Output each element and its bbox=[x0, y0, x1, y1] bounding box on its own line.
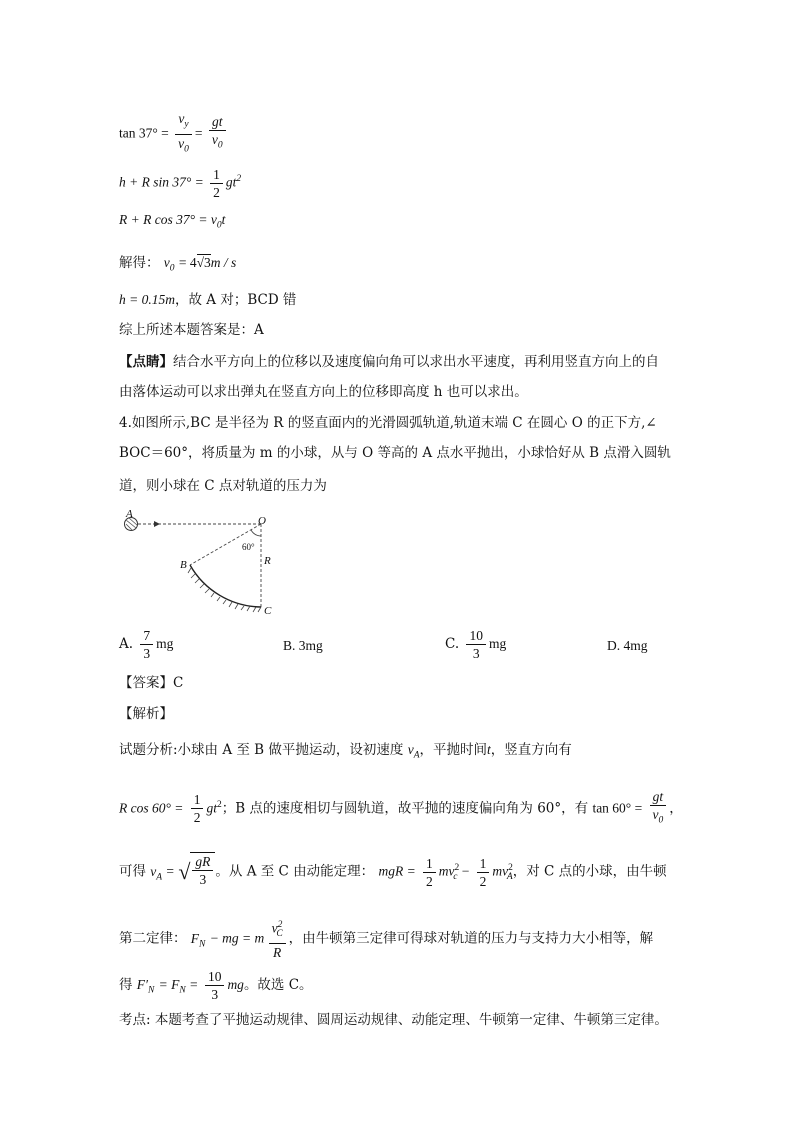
arrow-head bbox=[154, 521, 160, 527]
tip-line-2: 由落体运动可以求出弹丸在竖直方向上的位移即高度 h 也可以求出。 bbox=[119, 384, 528, 400]
option-b: B. 3mg bbox=[283, 638, 323, 653]
angle-arc bbox=[251, 530, 261, 536]
circular-track-diagram bbox=[118, 506, 288, 618]
analysis-paragraph-4: 第二定律： $F_N$ − mg = m $\frac{v^2_C}{R}$ ，由牛顿第三定律可得球对轨道的压力与支持力大小相等，解 bbox=[119, 917, 653, 961]
label-a: A bbox=[126, 508, 133, 520]
fraction-half: $\frac{1}{2}$ bbox=[210, 166, 223, 201]
fraction-gt-v0: $\frac{gt}{v_0}$ bbox=[209, 113, 226, 155]
label-angle: 60° bbox=[242, 542, 255, 552]
kaodian-note: 考点: 本题考查了平抛运动规律、圆周运动规律、动能定理、牛顿第一定律、牛顿第三定律。 bbox=[119, 1012, 668, 1028]
tip-paragraph: 【点睛】结合水平方向上的位移以及速度偏向角可以求出水平速度，再利用竖直方向上的自 bbox=[119, 354, 659, 370]
equation-tan37: tan 37° = $\frac{v_y}{v_0}$ = $\frac{gt}{v_0}$ bbox=[119, 110, 229, 158]
option-a-fraction: $\frac{7}{3}$ bbox=[140, 627, 153, 662]
eq-tan-lhs: tan 37° = bbox=[119, 125, 169, 141]
solution-h: h = 0.15m，故 A 对；BCD 错 bbox=[119, 292, 297, 308]
question-4-line-2: BOC＝60°，将质量为 m 的小球，从与 O 等高的 A 点水平抛出，小球恰好从 B 点滑入圆轨 bbox=[119, 445, 671, 461]
fraction-half-2: $\frac{1}{2}$ bbox=[191, 791, 204, 826]
option-c: C. $\frac{10}{3}$ mg bbox=[445, 628, 507, 661]
equation-height: h + R sin 37° = $\frac{1}{2}$ $gt^2$ bbox=[119, 167, 242, 200]
answer-label: 【答案】C bbox=[119, 675, 184, 691]
solution-v0: 解得： $v_0 = 4√3m / s$ bbox=[119, 255, 237, 274]
fraction-10-3: $\frac{10}{3}$ bbox=[205, 968, 225, 1003]
sqrt-gr-3: √ $\frac{gR}{3}$ bbox=[178, 852, 215, 892]
analysis-paragraph-5: 得 $F'_N = F_N$ = $\frac{10}{3}$ mg。故选 C。 bbox=[119, 969, 313, 1002]
label-o: O bbox=[258, 515, 266, 527]
equation-horizontal: R + R $\cos 37^\circ = v_0t$ bbox=[119, 212, 226, 231]
fraction-vy-v0: $\frac{v_y}{v_0}$ bbox=[175, 110, 192, 158]
label-r: R bbox=[264, 555, 271, 567]
question-4-line-1: 4.如图所示,BC 是半径为 R 的竖直面内的光滑圆弧轨道,轨道末端 C 在圆心 O 的正下方,∠ bbox=[119, 415, 657, 431]
fraction-vc2-r: $\frac{v^2_C}{R}$ bbox=[269, 917, 286, 961]
fraction-half-3: $\frac{1}{2}$ bbox=[423, 855, 436, 890]
option-a: A. $\frac{7}{3}$ mg bbox=[119, 628, 174, 661]
label-b: B bbox=[180, 559, 187, 571]
analysis-label: 【解析】 bbox=[119, 706, 173, 722]
analysis-paragraph-2: R cos 60° = $\frac{1}{2}$ $gt^2$；B 点的速度相切与圆轨道，故平抛的速度偏向角为 60°，有 tan 60° = $\frac{gt}{v_0}$ ， bbox=[119, 788, 683, 830]
fraction-half-4: $\frac{1}{2}$ bbox=[477, 855, 490, 890]
option-d: D. 4mg bbox=[607, 638, 648, 653]
fraction-gt-v0-2: $\frac{gt}{v_0}$ bbox=[650, 788, 667, 830]
option-c-fraction: $\frac{10}{3}$ bbox=[466, 627, 486, 662]
summary-text: 综上所述本题答案是：A bbox=[119, 322, 264, 338]
track-hatching bbox=[188, 568, 261, 612]
label-c: C bbox=[264, 605, 272, 617]
question-4-line-3: 道，则小球在 C 点对轨道的压力为 bbox=[119, 478, 327, 494]
analysis-paragraph-1: 试题分析:小球由 A 至 B 做平抛运动，设初速度 $v_A$，平抛时间t，竖直方向有 bbox=[119, 742, 572, 761]
analysis-paragraph-3: 可得 $v_A$ = √ $\frac{gR}{3}$ 。从 A 至 C 由动能定理： mgR = $\frac{1}{2}$ $mv^2_c$ − $\frac{1}{2}$ $mv^2_A$，对 C 点的小球，由牛顿 bbox=[119, 852, 667, 892]
